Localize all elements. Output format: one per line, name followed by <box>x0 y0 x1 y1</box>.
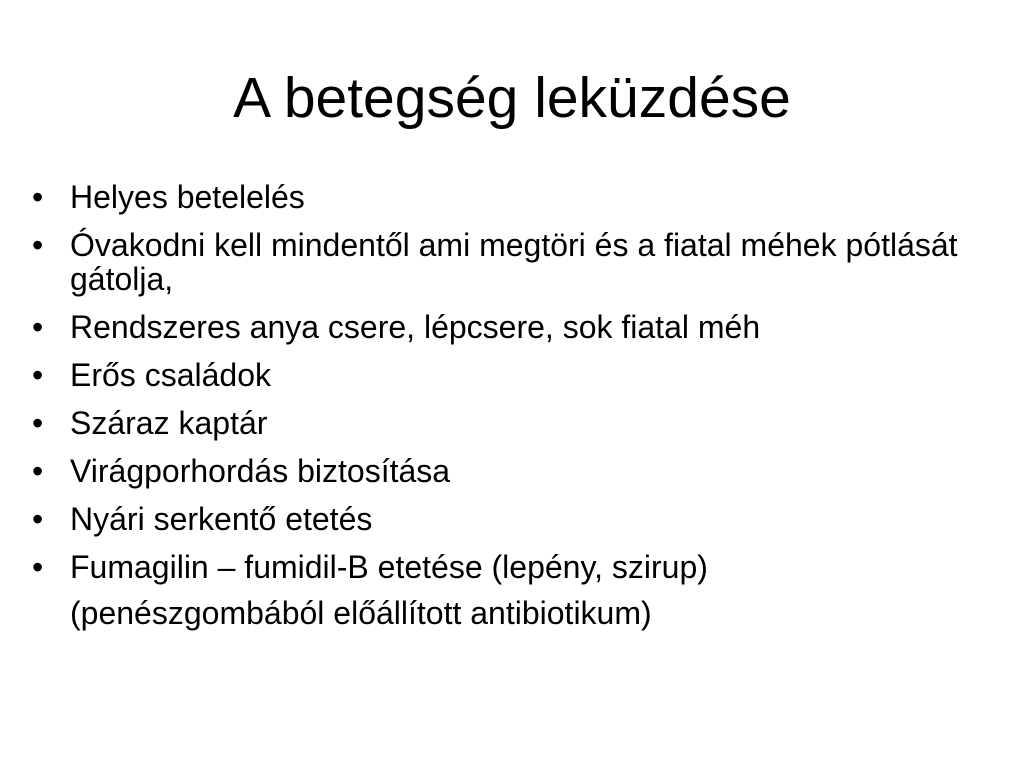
bullet-icon: • <box>32 357 44 393</box>
bullet-item <box>32 180 972 214</box>
bullet-item <box>32 550 972 630</box>
bullet-item <box>32 406 972 440</box>
bullet-text: Száraz kaptár <box>70 405 268 441</box>
bullet-text: Nyári serkentő etetés <box>70 501 373 537</box>
bullet-list <box>32 180 972 630</box>
bullet-text: Helyes betelelés <box>70 179 305 215</box>
bullet-text: Fumagilin – fumidil-B etetése (lepény, szirup) <box>70 549 708 585</box>
bullet-item <box>32 310 972 344</box>
bullet-item <box>32 358 972 392</box>
bullet-icon: • <box>32 309 44 345</box>
bullet-text: Óvakodni kell mindentől ami megtöri és a fiatal méhek pótlását gátolja, <box>70 227 958 297</box>
slide-title: A betegség leküzdése <box>233 66 791 130</box>
bullet-continuation-text: (penészgombából előállított antibiotikum) <box>70 595 652 631</box>
bullet-text: Rendszeres anya csere, lépcsere, sok fiatal méh <box>70 309 761 345</box>
bullet-icon: • <box>32 227 44 263</box>
bullet-icon: • <box>32 453 44 489</box>
bullet-text: Erős családok <box>70 357 271 393</box>
bullet-item <box>32 228 972 296</box>
bullet-icon: • <box>32 405 44 441</box>
bullet-icon: • <box>32 549 44 585</box>
bullet-icon: • <box>32 179 44 215</box>
bullet-text: Virágporhordás biztosítása <box>70 453 451 489</box>
bullet-item <box>32 454 972 488</box>
bullet-icon: • <box>32 501 44 537</box>
bullet-item <box>32 502 972 536</box>
